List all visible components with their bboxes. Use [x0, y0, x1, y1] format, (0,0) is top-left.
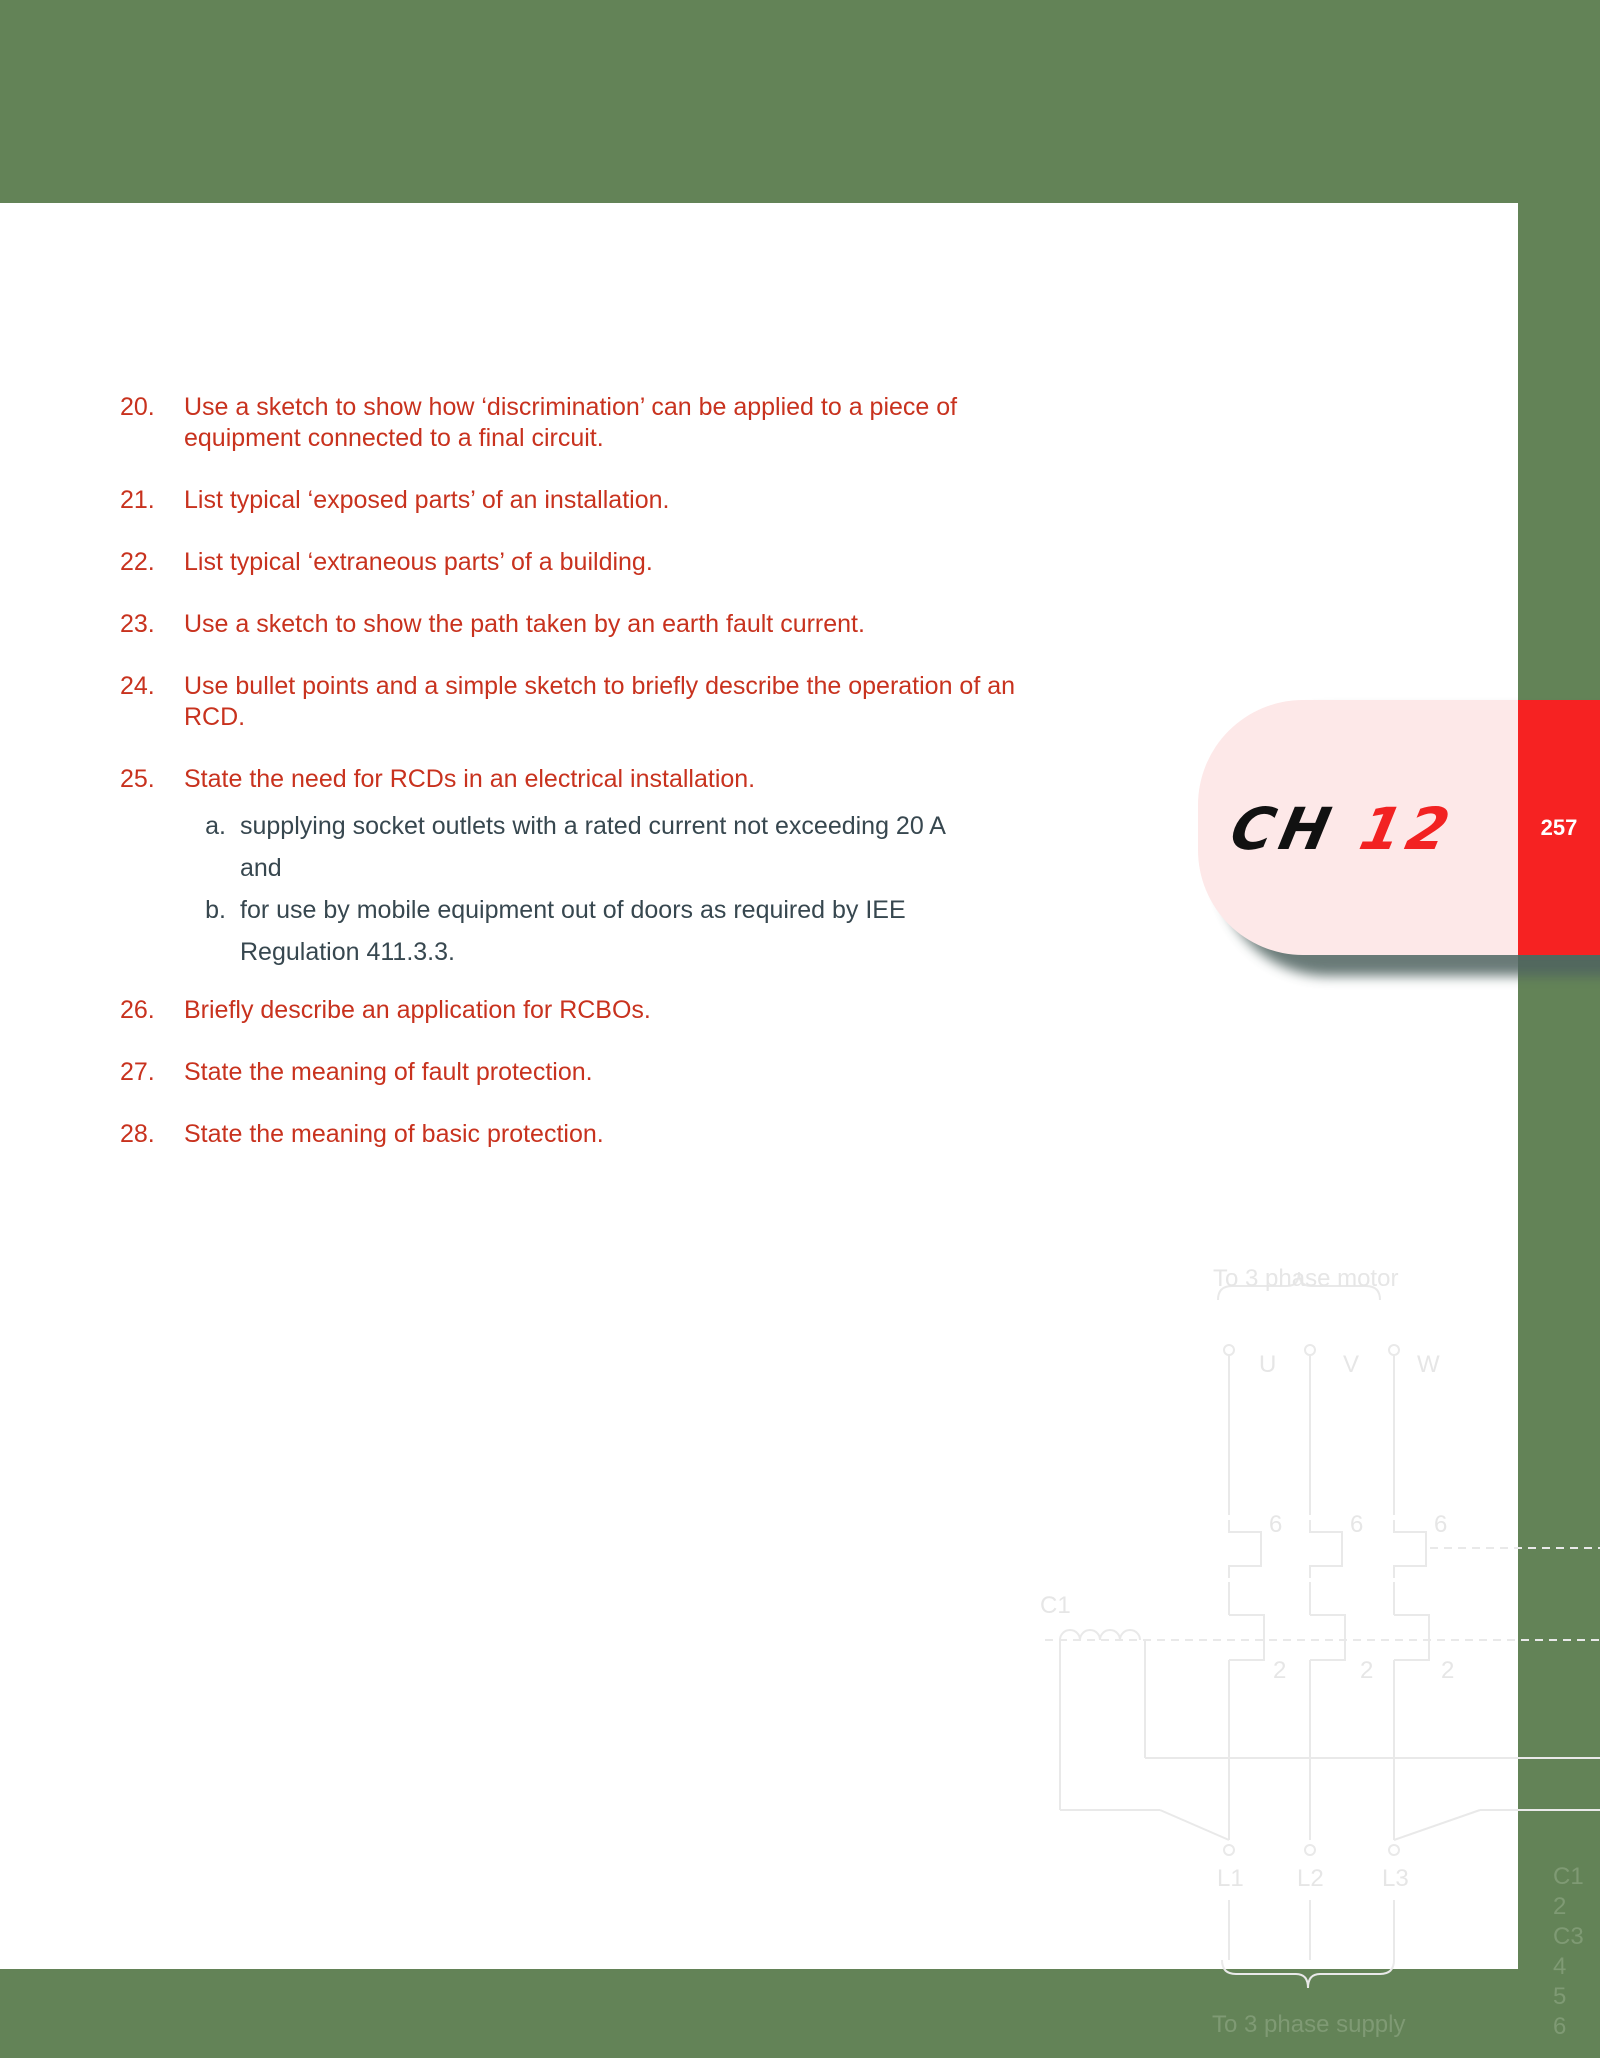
- sub-item-letter: b.: [205, 896, 226, 924]
- sub-item-letter: a.: [205, 812, 226, 840]
- terminal-label-w: W: [1417, 1351, 1440, 1378]
- question-number: 24.: [120, 672, 155, 700]
- terminal-label-v: V: [1343, 1351, 1360, 1378]
- question-number: 26.: [120, 996, 155, 1024]
- question-number: 21.: [120, 486, 155, 514]
- coil-label: C1: [1040, 1592, 1071, 1619]
- question-number: 27.: [120, 1058, 155, 1086]
- question-text: State the meaning of fault protection.: [184, 1058, 593, 1086]
- legend-line: 5: [1553, 1983, 1567, 2010]
- diagram-top-label: To 3 phase motor: [1213, 1265, 1399, 1292]
- terminal-label-u: U: [1259, 1351, 1277, 1378]
- supply-label-l2: L2: [1297, 1865, 1324, 1892]
- chapter-prefix: CH: [1224, 795, 1343, 863]
- supply-label-l3: L3: [1382, 1865, 1409, 1892]
- supply-label-l1: L1: [1217, 1865, 1244, 1892]
- overload-label: 6: [1350, 1511, 1364, 1538]
- diagram-bottom-label: To 3 phase supply: [1212, 2011, 1406, 2038]
- sub-item-text: supplying socket outlets with a rated current not exceeding 20 A and: [240, 812, 945, 882]
- question-text: State the need for RCDs in an electrical installation.: [184, 765, 756, 793]
- legend-line: 6: [1553, 2013, 1567, 2040]
- question-number: 23.: [120, 610, 155, 638]
- question-number: 22.: [120, 548, 155, 576]
- question-number: 20.: [120, 393, 155, 421]
- chapter-number: 12: [1354, 795, 1462, 863]
- legend-line: C3: [1553, 1923, 1584, 1950]
- question-text: Use bullet points and a simple sketch to briefly describe the operation of an RCD.: [184, 672, 1016, 731]
- overload-label: 6: [1269, 1511, 1283, 1538]
- contact-label: 2: [1273, 1657, 1287, 1684]
- contact-label: 2: [1441, 1657, 1455, 1684]
- question-text: Use a sketch to show the path taken by an earth fault current.: [184, 610, 865, 638]
- question-number: 28.: [120, 1120, 155, 1148]
- overload-label: 6: [1434, 1511, 1448, 1538]
- question-text: List typical ‘exposed parts’ of an installation.: [184, 486, 670, 514]
- question-number: 25.: [120, 765, 155, 793]
- legend-line: 4: [1553, 1953, 1567, 1980]
- question-text: Briefly describe an application for RCBOs.: [184, 996, 651, 1024]
- contact-label: 2: [1360, 1657, 1374, 1684]
- legend-line: 2: [1553, 1893, 1567, 1920]
- question-text: List typical ‘extraneous parts’ of a building.: [184, 548, 653, 576]
- page-number: 257: [1540, 815, 1578, 840]
- question-text: State the meaning of basic protection.: [184, 1120, 604, 1148]
- question-text: Use a sketch to show how ‘discrimination’ can be applied to a piece of equipment connected to a final circuit.: [184, 393, 958, 452]
- sub-item-text: for use by mobile equipment out of doors as required by IEE Regulation 411.3.3.: [240, 896, 906, 966]
- legend-line: C1: [1553, 1863, 1584, 1890]
